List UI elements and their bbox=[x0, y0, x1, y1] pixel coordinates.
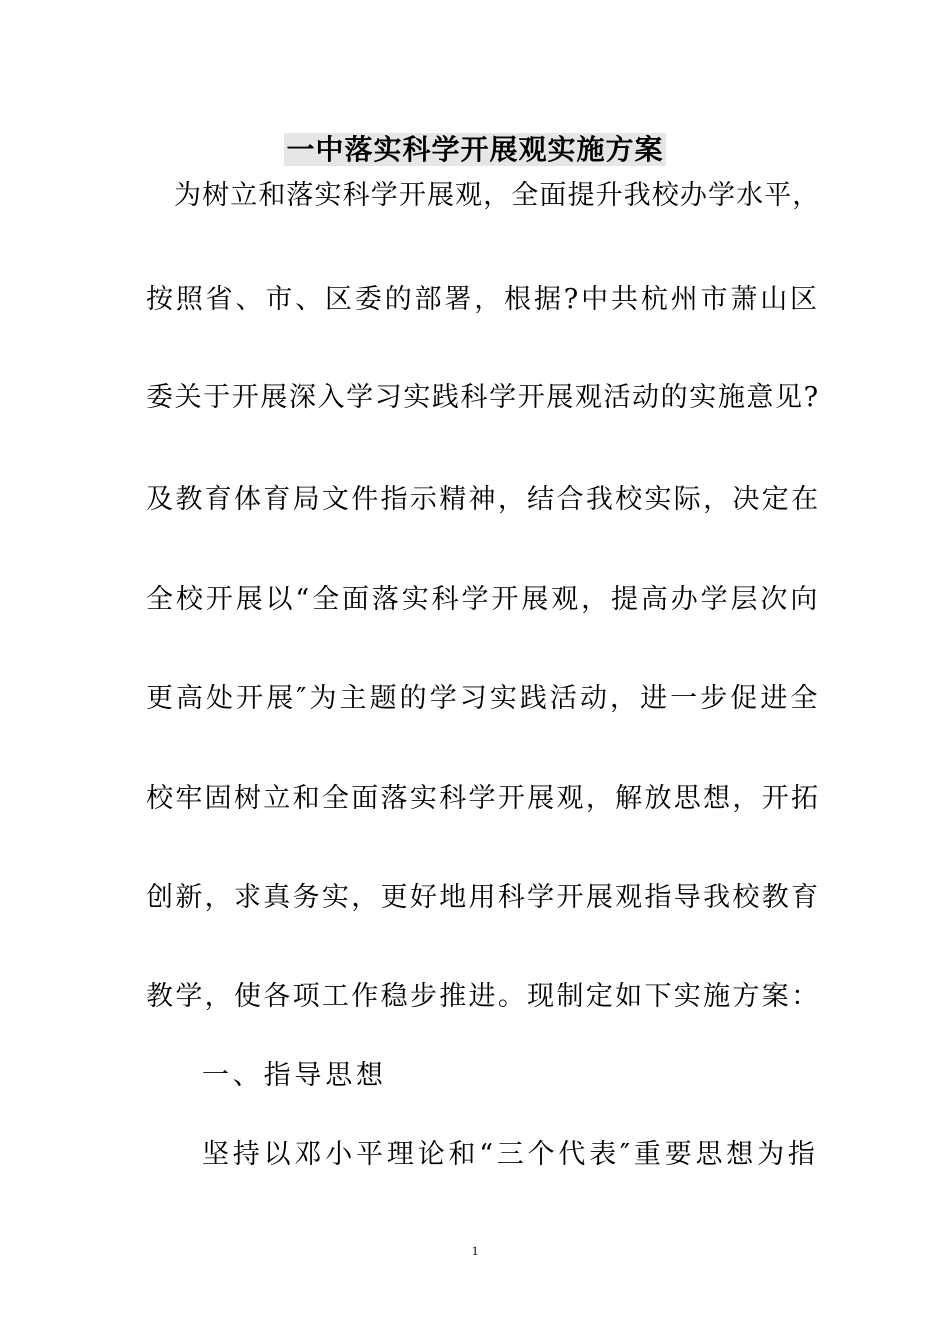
body-line-4: 及教育体育局文件指示精神，结合我校实际，决定在 bbox=[146, 484, 821, 515]
page-number: 1 bbox=[471, 1243, 479, 1258]
body-line-5: 全校开展以“全面落实科学开展观，提高办学层次向 bbox=[146, 584, 821, 615]
body-line-11: 坚持以邓小平理论和“三个代表″重要思想为指 bbox=[202, 1139, 819, 1170]
body-line-3: 委关于开展深入学习实践科学开展观活动的实施意见? bbox=[146, 382, 820, 413]
body-line-8: 创新，求真务实，更好地用科学开展观指导我校教育 bbox=[146, 882, 821, 913]
section-heading-guiding-thought: 一、指导思想 bbox=[202, 1060, 387, 1091]
document-title bbox=[0, 130, 950, 170]
body-line-6: 更高处开展″为主题的学习实践活动，进一步促进全 bbox=[146, 683, 821, 714]
body-line-7: 校牢固树立和全面落实科学开展观，解放思想，开拓 bbox=[146, 783, 821, 814]
body-line-9: 教学，使各项工作稳步推进。现制定如下实施方案： bbox=[146, 981, 821, 1012]
body-line-2: 按照省、市、区委的部署，根据?中共杭州市萧山区 bbox=[146, 284, 820, 315]
body-line-1: 为树立和落实科学开展观，全面提升我校办学水平， bbox=[174, 180, 821, 211]
document-title-text: 一中落实科学开展观实施方案 bbox=[286, 133, 664, 166]
